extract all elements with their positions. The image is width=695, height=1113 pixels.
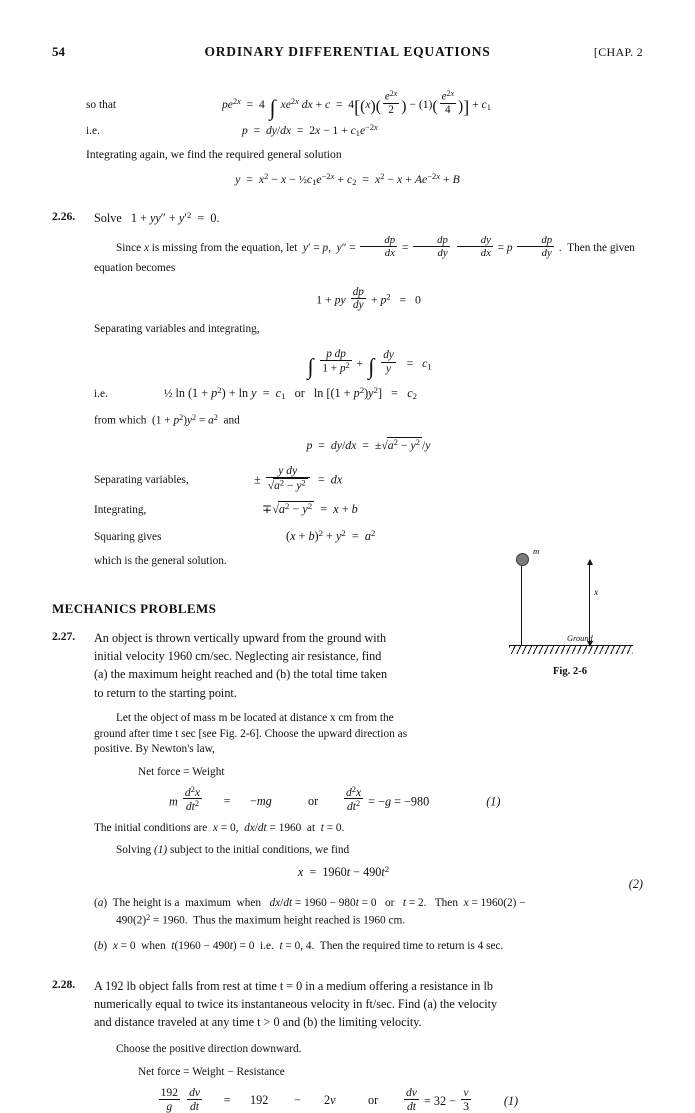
- eq1-left-227: m $\frac{d^2x}{dt^2}$: [169, 784, 200, 814]
- figure-label-m: m: [533, 546, 540, 556]
- ie-row-1: [86, 122, 643, 140]
- page-header: [52, 44, 643, 60]
- eq1-a-228: 192: [250, 1093, 269, 1108]
- problem-2-26-eq5: ± $\frac{\text{y dy}}{√a^2 - y^2}$ = dx: [254, 463, 343, 492]
- problem-2-28-statement: [94, 977, 643, 1032]
- para-line-2: ground after time t sec [see Fig. 2-6]. Choose the upward direction as: [94, 727, 408, 740]
- figure-ground-hatching: [509, 646, 633, 654]
- chapter-marker: [CHAP. 2: [593, 45, 643, 59]
- problem-2-28: [52, 977, 643, 1113]
- problem-2-26-eq7: $(x + b)^2 + y^2 = a^2$: [286, 527, 376, 543]
- ie-equation-1: $p = dy/dx = 2x - 1 + c_1e^{-2x}$: [242, 123, 378, 139]
- statement-line-4: to return to the starting point.: [94, 685, 237, 700]
- problem-2-27-part-a: [94, 895, 643, 930]
- problem-2-27-statement: [94, 629, 494, 702]
- net-force-label-227: Net force = Weight: [138, 765, 225, 778]
- eq2-227: $x = 1960t - 490t^2$: [297, 864, 390, 880]
- problem-2-27-content: [94, 629, 643, 955]
- problem-2-27: [52, 629, 643, 955]
- problem-2-28-eq1-row: [94, 1086, 643, 1113]
- problem-number-2-28: 2.28.: [52, 977, 76, 991]
- page-number: 54: [52, 44, 65, 59]
- problem-2-26-eq2: ∫ $\frac{\text{p dp}}{1 + p^2}$ + ∫ $\frac{dy}{y}$ = $c_1$: [307, 347, 432, 380]
- so-that-label: so that: [86, 98, 117, 111]
- running-title: ORDINARY DIFFERENTIAL EQUATIONS: [204, 44, 491, 59]
- section-heading-mechanics: MECHANICS PROBLEMS: [52, 601, 217, 617]
- eq1-number-227: (1): [486, 794, 501, 808]
- figure-2-6-drawing: [497, 534, 643, 662]
- ie-label-1: i.e.: [86, 124, 100, 137]
- problem-2-26-eq6: $\mp√a^2 - y^2 = x + b$: [262, 500, 358, 516]
- statement-line-2: initial velocity 1960 cm/sec. Neglecting air resistance, find: [94, 649, 382, 664]
- problem-2-26-eq1: 1 + py $\frac{dp}{dy}$ + $p^2 = 0$: [316, 285, 421, 312]
- statement-228-line-3: and distance traveled at any time t > 0 and (b) the limiting velocity.: [94, 1015, 422, 1030]
- integrating-again-text: Integrating again, we find the required general solution: [86, 147, 342, 161]
- figure-vertical-axis-line: [521, 558, 522, 646]
- problem-2-27-paragraph: [94, 711, 494, 758]
- problem-2-26-from-which-line: from which $(1 + p^2)y^2 = a^2$ and: [94, 412, 240, 427]
- problem-2-27-part-b: (b) x = 0 when t(1960 − 490t) = 0 i.e. t = 0, 4. Then the required time to return is 4 sec.: [94, 939, 504, 952]
- eq1-equals-227: =: [223, 794, 231, 808]
- eq1-mid-227: −mg: [250, 794, 272, 808]
- figure-label-ground: Ground: [567, 634, 593, 643]
- part-a-line-2: $490(2)^2 = 1960$. Thus the maximum height reached is 1960 cm.: [116, 913, 406, 927]
- eq1-right-227: $\frac{d^2x}{dt^2}$ = −g = −980 (1): [346, 784, 501, 814]
- net-force-label-228: Net force = Weight − Resistance: [138, 1065, 285, 1078]
- figure-label-x: x: [594, 588, 599, 598]
- general-solution-equation: $y = x^2 - x$ − $\frac{1}{2}c_1e^{-2x} + c_2 = x^2 - x + Ae^{-2x} + B$: [235, 171, 460, 188]
- statement-line-1: An object is thrown vertically upward from the ground with: [94, 630, 387, 645]
- problem-2-26-eq3: ½ $\ln (1 + p^2) + \ln y = c_1$ or $\ln [(1 + p^2)y^2] = c_2$: [164, 385, 417, 402]
- problem-2-26: [52, 209, 643, 571]
- problem-2-26-int-row: [94, 500, 643, 519]
- squaring-label: Squaring gives: [94, 530, 162, 543]
- problem-2-28-content: [94, 977, 643, 1113]
- eq1-number-228: (1): [503, 1093, 519, 1108]
- ie-label-2: i.e.: [94, 388, 108, 401]
- part-a-line-1: (a) The height is a maximum when dx/dt = 1960 − 980t = 0 or t = 2. Then x = 1960(2) −: [94, 897, 526, 910]
- problem-2-26-eq4: $p = dy/dx = \pm√a^2 - y^2$ /y: [306, 437, 431, 453]
- problem-2-26-separating-line: Separating variables and integrating,: [94, 322, 260, 335]
- eq1-right-228: $\frac{dv}{dt}$ = 32 − $\frac{v}{3}$ (1): [406, 1085, 519, 1113]
- problem-2-26-since-line: Since x is missing from the equation, let y′ = p, y″ = $\frac{dp}{dx}$ = $\frac{dp}{dy}$ $\frac{dy}{dx}$ = p $\frac{dp}{dy}$ . Then the given equation becomes: [94, 233, 635, 274]
- eq1-b-228: 2v: [324, 1093, 336, 1108]
- separating-variables-label: Separating variables,: [94, 474, 189, 487]
- problem-2-26-statement: Solve $1 + yy'' + y'^2 = 0$.: [94, 209, 220, 225]
- problem-number-2-26: 2.26.: [52, 209, 76, 223]
- problem-2-26-closing-line: which is the general solution.: [94, 555, 227, 568]
- eq1-or-228: or: [368, 1093, 379, 1108]
- eq1-or-227: or: [308, 794, 319, 808]
- problem-number-2-27: 2.27.: [52, 629, 76, 643]
- initial-conditions-line: The initial conditions are x = 0, dx/dt = 1960 at t = 0.: [94, 822, 345, 835]
- problem-2-27-eq2-row: [94, 863, 643, 892]
- eq1-equals-228: =: [223, 1093, 231, 1108]
- statement-228-line-2: numerically equal to twice its instantaneous velocity in ft/sec. Find (a) the velocity: [94, 997, 498, 1012]
- figure-caption: Fig. 2-6: [552, 666, 588, 677]
- problem-2-26-sep-row: [94, 464, 643, 492]
- problem-2-27-eq1-row: [94, 785, 643, 813]
- eq1-left-228: $\frac{192}{g}$ $\frac{dv}{dt}$: [160, 1085, 200, 1113]
- so-that-equation: $pe^{2x} = 4$ ∫ $xe^{2x}$ dx + c = 4[(x)( $\frac{e^{2x}}{2}$ ) − (1)( $\frac{e^{2x}}{4}$ )] + $c_1$: [222, 89, 491, 121]
- solving-line: Solving (1) subject to the initial conditions, we find: [116, 844, 350, 857]
- eq1-minus-228: −: [294, 1093, 301, 1108]
- problem-2-26-ie-row: [94, 384, 643, 403]
- choose-direction-line: Choose the positive direction downward.: [116, 1042, 302, 1055]
- eq2-number-227: (2): [628, 877, 643, 892]
- integrating-label: Integrating,: [94, 503, 147, 516]
- object-mass-ball-icon: [516, 553, 529, 566]
- problem-2-26-content: [94, 209, 643, 571]
- so-that-row: [86, 89, 643, 121]
- para-line-3: positive. By Newton's law,: [94, 743, 215, 756]
- statement-line-3: (a) the maximum height reached and (b) the total time taken: [94, 667, 388, 682]
- para-line-1: Let the object of mass m be located at distance x cm from the: [116, 712, 394, 725]
- statement-228-line-1: A 192 lb object falls from rest at time t = 0 in a medium offering a resistance in lb: [94, 978, 493, 993]
- figure-2-6: [497, 534, 643, 677]
